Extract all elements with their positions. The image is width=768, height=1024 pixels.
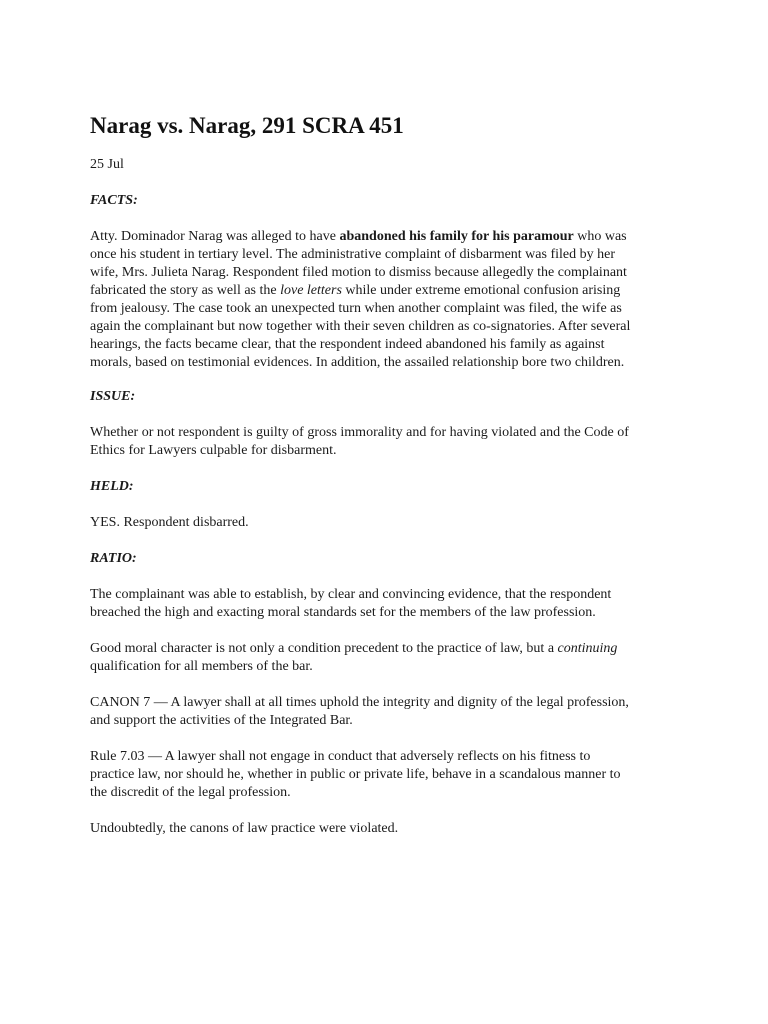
ratio2-line-2: qualification for all members of the bar. [90,659,313,674]
facts-paragraph [90,228,675,372]
facts-text: who was [573,229,627,244]
ratio1-line-1: The complainant was able to establish, by clear and convincing evidence, that the respondent [90,587,612,602]
issue-line-2: Ethics for Lawyers culpable for disbarment. [90,443,337,458]
ratio-heading: RATIO: [90,551,137,566]
ratio1-line-2: breached the high and exacting moral standards set for the members of the law profession. [90,605,596,620]
facts-heading: FACTS: [90,193,138,208]
conclusion-paragraph: Undoubtedly, the canons of law practice were violated. [90,821,399,836]
canon-7-paragraph [90,694,675,730]
facts-line-8: morals, based on testimonial evidences. In addition, the assailed relationship bore two children. [90,355,625,370]
facts-bold-text: abandoned his family for his paramour [339,229,574,244]
facts-line-3: wife, Mrs. Julieta Narag. Respondent filed motion to dismiss because allegedly the complainant [90,265,627,280]
issue-heading: ISSUE: [90,389,136,404]
facts-italic-text: love letters [280,283,342,298]
rule703-line-3: the discredit of the legal profession. [90,785,291,800]
held-paragraph: YES. Respondent disbarred. [90,515,249,530]
facts-line-1 [90,228,675,246]
post-date: 25 Jul [90,157,124,172]
issue-paragraph [90,424,675,460]
rule703-line-1: Rule 7.03 — A lawyer shall not engage in conduct that adversely reflects on his fitness to [90,749,591,764]
facts-line-2: once his student in tertiary level. The administrative complaint of disbarment was filed by her [90,247,615,262]
rule703-line-2: practice law, nor should he, whether in public or private life, behave in a scandalous manner to [90,767,621,782]
facts-text: fabricated the story as well as the [90,283,281,298]
ratio-paragraph-1 [90,586,675,622]
canon7-line-2: and support the activities of the Integrated Bar. [90,713,353,728]
rule-7-03-paragraph [90,748,675,802]
ratio2-line-1 [90,640,675,658]
facts-line-5: from jealousy. The case took an unexpected turn when another complaint was filed, the wife as [90,301,622,316]
held-heading: HELD: [90,479,134,494]
ratio2-text: Good moral character is not only a condition precedent to the practice of law, but a [90,641,558,656]
facts-text: Atty. Dominador Narag was alleged to have [90,229,340,244]
document-title: Narag vs. Narag, 291 SCRA 451 [90,113,404,138]
facts-text: while under extreme emotional confusion arising [341,283,621,298]
ratio-paragraph-2 [90,640,675,676]
facts-line-7: hearings, the facts became clear, that the respondent indeed abandoned his family as against [90,337,605,352]
facts-line-4 [90,282,675,300]
issue-line-1: Whether or not respondent is guilty of gross immorality and for having violated and the Code of [90,425,629,440]
canon7-line-1: CANON 7 — A lawyer shall at all times uphold the integrity and dignity of the legal profession, [90,695,629,710]
facts-line-6: again the complainant but now together with their seven children as co-signatories. After several [90,319,631,334]
ratio2-italic-text: continuing [557,641,618,656]
